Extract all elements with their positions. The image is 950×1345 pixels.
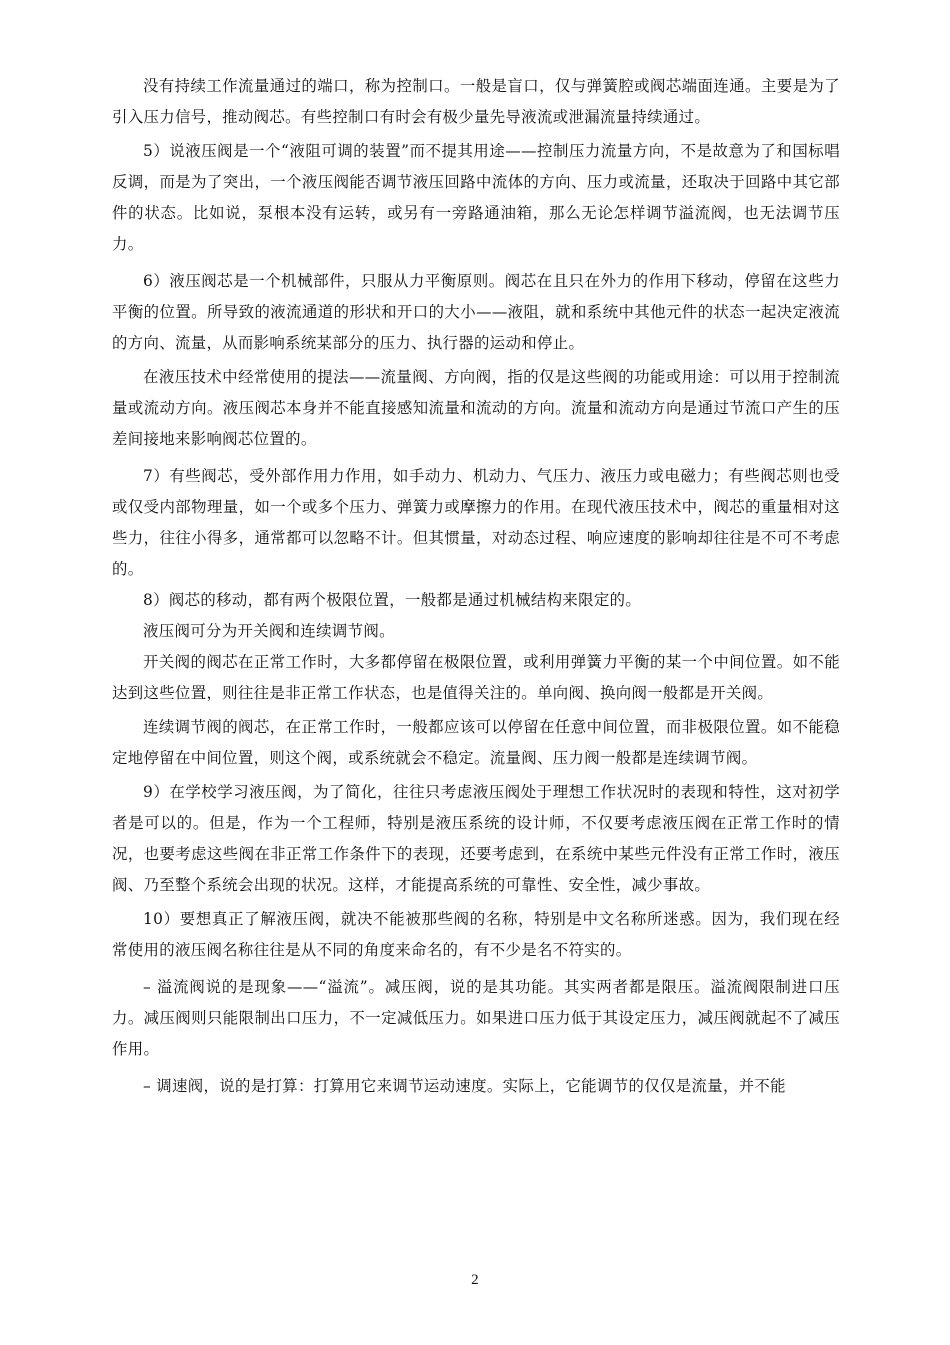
paragraph-item-7: 7）有些阀芯，受外部作用力作用，如手动力、机动力、气压力、液压力或电磁力；有些阀芯则也受或仅受内部物理量，如一个或多个压力、弹簧力或摩擦力的作用。在现代液压技术中，阀芯的重量相对这些力，往往小得多，通常都可以忽略不计。但其惯量，对动态过程、响应速度的影响却往往是不可不考虑的。 bbox=[112, 467, 840, 578]
paragraph-item-10: 10）要想真正了解液压阀，就决不能被那些阀的名称，特别是中文名称所迷惑。因为，我们现在经常使用的液压阀名称往往是从不同的角度来命名的，有不少是名不符实的。 bbox=[112, 910, 840, 959]
paragraph-flow-direction-valves: 在液压技术中经常使用的提法——流量阀、方向阀，指的仅是这些阀的功能或用途：可以用于控制流量或流动方向。液压阀芯本身并不能直接感知流量和流动的方向。流量和流动方向是通过节流口产生的压差间接地来影响阀芯位置的。 bbox=[112, 368, 840, 448]
paragraph-item-8: 8）阀芯的移动，都有两个极限位置，一般都是通过机械结构来限定的。 bbox=[143, 591, 642, 609]
paragraph-item-5: 5）说液压阀是一个“液阻可调的装置”而不提其用途——控制压力流量方向，不是故意为了和国标唱反调，而是为了突出，一个液压阀能否调节液压回路中流体的方向、压力或流量，还取决于回路中其它部件的状态。比如说，泵根本没有运转，或另有一旁路通油箱，那么无论怎样调节溢流阀，也无法调节压力。 bbox=[112, 142, 840, 253]
paragraph-item-6: 6）液压阀芯是一个机械部件，只服从力平衡原则。阀芯在且只在外力的作用下移动，停留在这些力平衡的位置。所导致的液流通道的形状和开口的大小——液阻，就和系统中其他元件的状态一起决定液流的方向、流量，从而影响系统某部分的压力、执行器的运动和停止。 bbox=[112, 272, 840, 352]
page-number: 2 bbox=[471, 1272, 479, 1288]
paragraph-relief-valve: – 溢流阀说的是现象——“溢流”。减压阀，说的是其功能。其实两者都是限压。溢流阀限制进口压力。减压阀则只能限制出口压力，不一定减低压力。如果进口压力低于其设定压力，减压阀就起不了减压作用。 bbox=[112, 978, 840, 1058]
paragraph-speed-valve: – 调速阀，说的是打算：打算用它来调节运动速度。实际上，它能调节的仅仅是流量，并不能 bbox=[143, 1077, 786, 1095]
paragraph-valve-classification: 液压阀可分为开关阀和连续调节阀。 bbox=[143, 622, 395, 640]
paragraph-item-9: 9）在学校学习液压阀，为了简化，往往只考虑液压阀处于理想工作状况时的表现和特性，这对初学者是可以的。但是，作为一个工程师，特别是液压系统的设计师，不仅要考虑液压阀在正常工作时的情况，也要考虑这些阀在非正常工作条件下的表现，还要考虑到，在系统中某些元件没有正常工作时，液压阀、乃至整个系统会出现的状况。这样，才能提高系统的可靠性、安全性，减少事故。 bbox=[112, 783, 840, 894]
document-body bbox=[112, 71, 840, 1102]
paragraph-on-off-valves: 开关阀的阀芯在正常工作时，大多都停留在极限位置，或利用弹簧力平衡的某一个中间位置。如不能达到这些位置，则往往是非正常工作状态，也是值得关注的。单向阀、换向阀一般都是开关阀。 bbox=[112, 653, 840, 702]
paragraph-continuous-valves: 连续调节阀的阀芯，在正常工作时，一般都应该可以停留在任意中间位置，而非极限位置。如不能稳定地停留在中间位置，则这个阀，或系统就会不稳定。流量阀、压力阀一般都是连续调节阀。 bbox=[112, 718, 840, 767]
paragraph-control-port: 没有持续工作流量通过的端口，称为控制口。一般是盲口，仅与弹簧腔或阀芯端面连通。主要是为了引入压力信号，推动阀芯。有些控制口有时会有极少量先导液流或泄漏流量持续通过。 bbox=[112, 77, 840, 126]
